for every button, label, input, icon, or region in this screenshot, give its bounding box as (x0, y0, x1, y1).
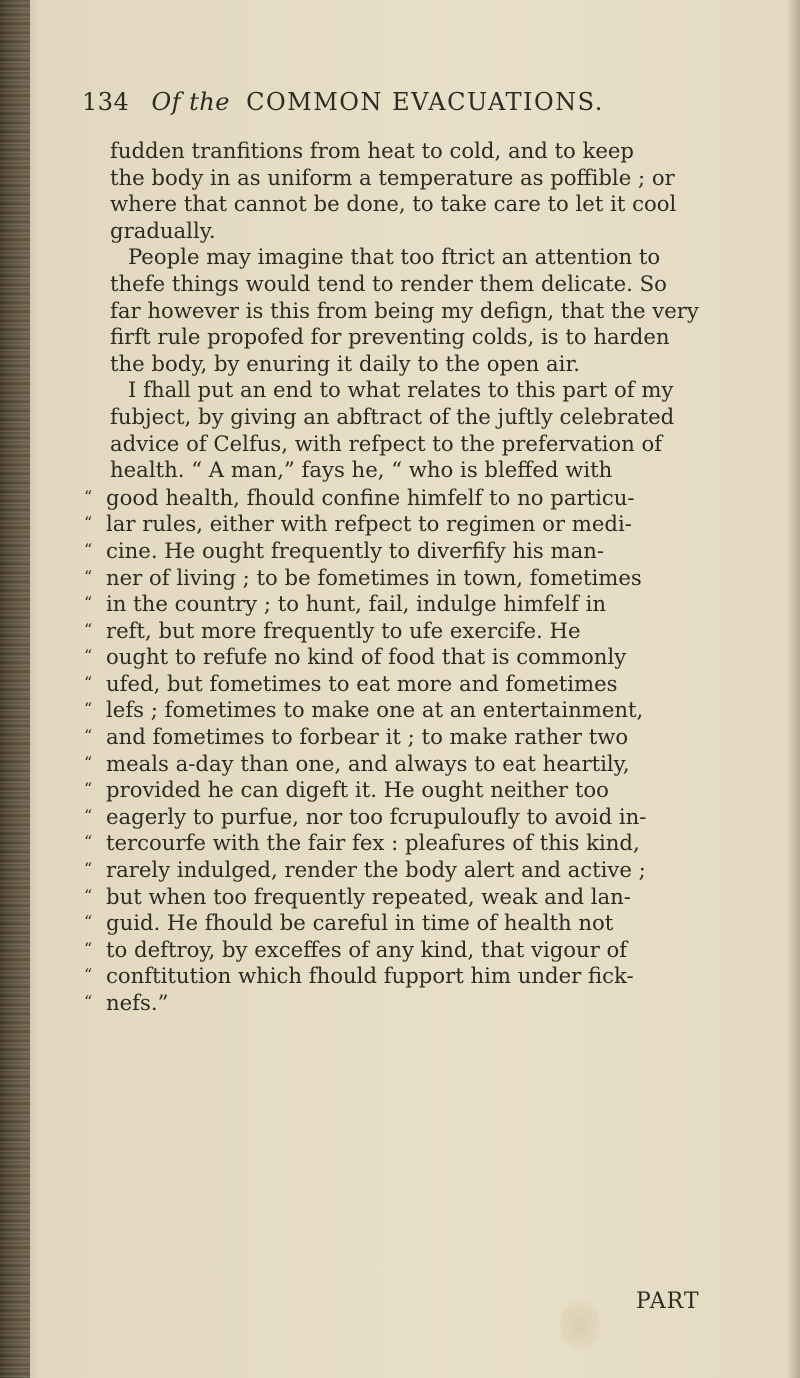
line-text: health. “ A man,” fays he, “ who is bleffed with (110, 457, 613, 483)
text-line (84, 776, 770, 803)
quote-mark: “ (84, 832, 93, 852)
quote-mark: “ (84, 912, 93, 932)
text-line (84, 962, 770, 989)
line-text: lefs ; fometimes to make one at an entertainment, (106, 697, 644, 723)
line-text: in the country ; to hunt, fail, indulge himfelf in (106, 591, 607, 617)
line-text: rarely indulged, render the body alert and active ; (106, 857, 646, 883)
quote-mark: “ (84, 965, 93, 985)
quote-mark: “ (84, 593, 93, 613)
text-line (84, 696, 770, 723)
text-line (84, 643, 770, 670)
quote-mark: “ (84, 805, 93, 825)
line-text: eagerly to purfue, nor too fcrupuloufly to avoid in- (106, 803, 647, 829)
text-line (110, 298, 770, 325)
text-line (110, 457, 770, 484)
line-text: conftitution which fhould fupport him under fick- (106, 963, 634, 989)
quote-mark: “ (84, 619, 93, 639)
text-line (84, 803, 770, 830)
quote-mark: “ (84, 859, 93, 879)
text-line (110, 191, 770, 218)
text-line (110, 244, 770, 271)
text-line (84, 909, 770, 936)
text-line (84, 829, 770, 856)
line-text: cine. He ought frequently to diverfify his man- (106, 537, 605, 563)
line-text: thefe things would tend to render them delicate. So (110, 270, 667, 296)
line-text: firft rule propofed for preventing colds, is to harden (110, 324, 670, 350)
text-line (84, 510, 770, 537)
body-text (84, 138, 770, 1016)
text-line (110, 377, 770, 404)
line-text: ner of living ; to be fometimes in town, fometimes (106, 564, 642, 590)
header-title: COMMON EVACUATIONS. (246, 88, 604, 116)
line-text: but when too frequently repeated, weak and lan- (106, 883, 631, 909)
line-text: good health, fhould confine himfelf to no particu- (106, 484, 635, 510)
text-line (84, 617, 770, 644)
line-text: People may imagine that too ftrict an attention to (128, 244, 661, 270)
line-text: meals a-day than one, and always to eat heartily, (106, 750, 630, 776)
quote-mark: “ (84, 885, 93, 905)
text-line (110, 271, 770, 298)
text-line (84, 750, 770, 777)
running-header (82, 88, 742, 128)
text-line (110, 324, 770, 351)
line-text: tercourfe with the fair fex : pleafures of this kind, (106, 830, 640, 856)
quote-mark: “ (84, 699, 93, 719)
line-text: ought to refufe no kind of food that is commonly (106, 644, 627, 670)
line-text: where that cannot be done, to take care to let it cool (110, 191, 677, 217)
quote-mark: “ (84, 672, 93, 692)
quote-mark: “ (84, 539, 93, 559)
text-line (84, 564, 770, 591)
header-of-the: Of the (151, 88, 230, 116)
line-text: ufed, but fometimes to eat more and fometimes (106, 670, 618, 696)
page-number: 134 (82, 88, 130, 116)
line-text: guid. He fhould be careful in time of health not (106, 910, 614, 936)
quote-mark: “ (84, 938, 93, 958)
line-text: fubject, by giving an abftract of the juftly celebrated (110, 403, 675, 429)
text-line (84, 856, 770, 883)
text-line (84, 484, 770, 511)
text-line (84, 590, 770, 617)
text-line (84, 883, 770, 910)
quote-mark: “ (84, 726, 93, 746)
quote-mark: “ (84, 513, 93, 533)
line-text: far however is this from being my defign, that the very (110, 297, 699, 323)
text-line (84, 670, 770, 697)
quote-mark: “ (84, 752, 93, 772)
quote-mark: “ (84, 992, 93, 1011)
quote-mark: “ (84, 486, 93, 506)
line-text: gradually. (110, 217, 216, 243)
line-text: advice of Celfus, with refpect to the prefervation of (110, 430, 663, 456)
book-binding-edge (0, 0, 30, 1378)
text-line (84, 723, 770, 750)
line-text: lar rules, either with refpect to regimen or medi- (106, 511, 632, 537)
catchword: PART (636, 1289, 700, 1314)
quote-mark: “ (84, 646, 93, 666)
page-right-edge (786, 0, 800, 1378)
line-text: the body in as uniform a temperature as poffible ; or (110, 164, 675, 190)
quote-mark: “ (84, 779, 93, 799)
text-line (84, 537, 770, 564)
line-text: provided he can digeft it. He ought neither too (106, 777, 609, 803)
text-line (110, 218, 770, 245)
line-text: to deftroy, by exceffes of any kind, that vigour of (106, 936, 628, 962)
text-line (110, 431, 770, 458)
text-line (110, 165, 770, 192)
line-text: I fhall put an end to what relates to this part of my (128, 377, 674, 403)
quote-mark: “ (84, 566, 93, 586)
text-line (110, 404, 770, 431)
text-line (110, 138, 770, 165)
line-text: the body, by enuring it daily to the open air. (110, 350, 580, 376)
line-text: reft, but more frequently to ufe exercife. He (106, 617, 581, 643)
paper-stain (560, 1300, 600, 1350)
line-text: fudden tranfitions from heat to cold, and to keep (110, 138, 634, 163)
text-line (84, 936, 770, 963)
text-line (110, 351, 770, 378)
text-line (84, 989, 770, 1016)
line-text: nefs.” (106, 990, 169, 1015)
line-text: and fometimes to forbear it ; to make rather two (106, 724, 629, 750)
